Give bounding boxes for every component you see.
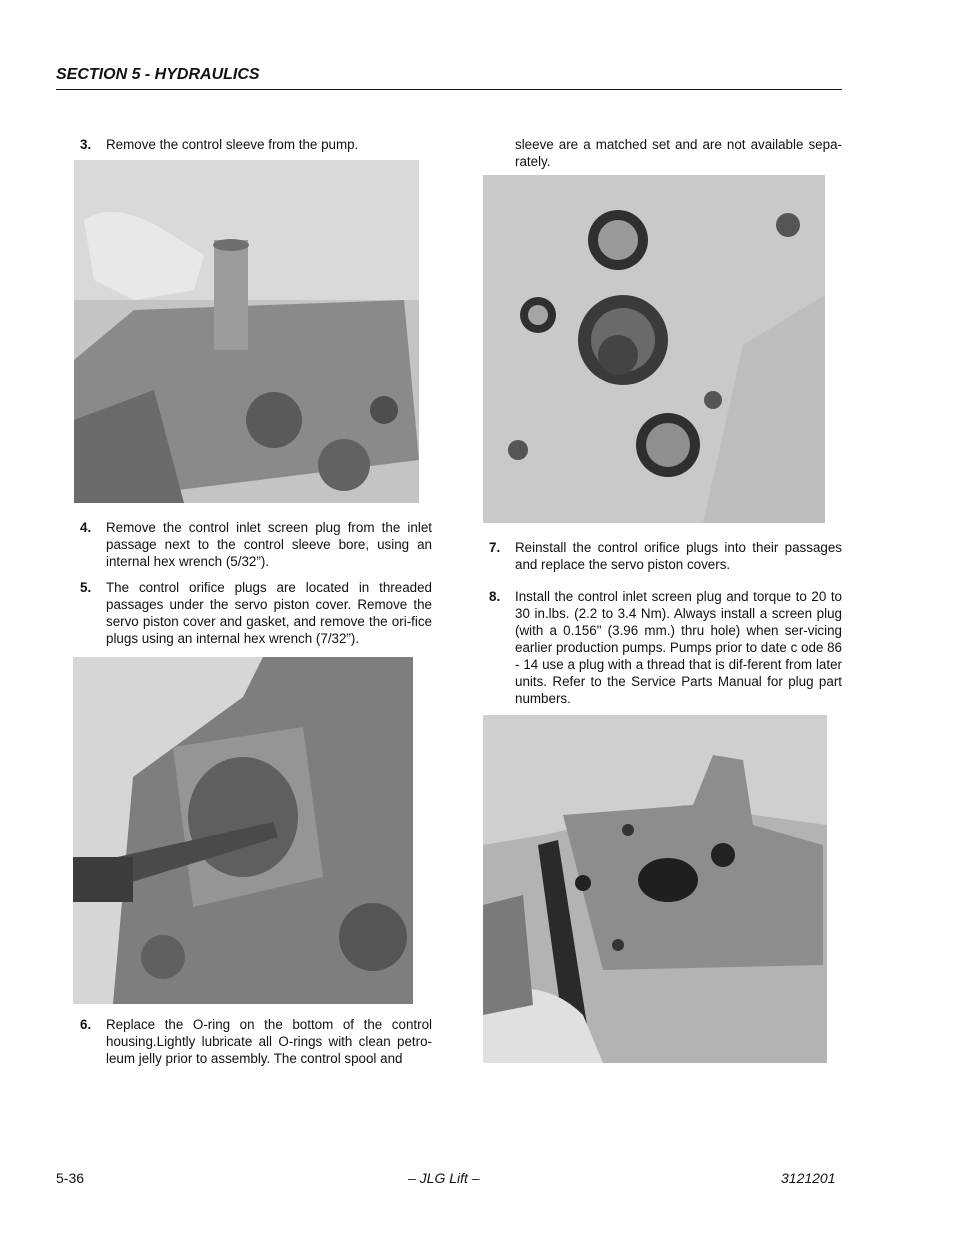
step-text: Remove the control inlet screen plug from the inlet passage next to the control sleeve bore, using an internal hex wrench (5/32”). — [106, 520, 432, 569]
step-5 — [80, 579, 432, 649]
step-4 — [80, 519, 432, 571]
step-text: The control orifice plugs are located in threaded passages under the servo piston cover. Remove the servo piston cover and gasket, and remove the ori-fice plugs using an internal hex wrench (7/32”). — [106, 580, 432, 646]
step-6-continued: sleeve are a matched set and are not available sepa-rately. — [515, 137, 842, 169]
step-text: Install the control inlet screen plug and torque to 20 to 30 in.lbs. (2.2 to 3.4 Nm). Always install a screen plug (with a 0.156" (3.96 mm.) thru hole) when ser-vicing earlier production pumps. Pumps prior to date c ode 86 - 14 use a plug with a thread that is dif-ferent from later units. Refer to the Service Parts Manual for plug part numbers. — [515, 589, 842, 706]
photo-control-sleeve-removal — [74, 160, 419, 503]
step-number: 8. — [489, 589, 501, 604]
step-number: 4. — [80, 520, 92, 535]
step-6 — [80, 1016, 432, 1068]
step-text: Reinstall the control orifice plugs into their passages and replace the servo piston covers. — [515, 540, 842, 572]
step-text: Remove the control sleeve from the pump. — [106, 137, 359, 152]
step-text: Replace the O-ring on the bottom of the control housing.Lightly lubricate all O-rings with clean petro-leum jelly prior to assembly. The control spool and — [106, 1017, 432, 1066]
section-title: SECTION 5 - HYDRAULICS — [56, 66, 260, 83]
footer-brand: – JLG Lift – — [408, 1170, 480, 1186]
photo-inlet-screen-plug-install — [483, 715, 827, 1063]
header-divider — [56, 89, 842, 90]
photo-orifice-plug-removal — [73, 657, 413, 1004]
step-7 — [489, 539, 842, 575]
step-8 — [489, 588, 842, 708]
photo-o-ring-control-housing — [483, 175, 825, 523]
document-number: 3121201 — [781, 1170, 836, 1186]
step-3 — [80, 136, 432, 154]
step-number: 7. — [489, 540, 501, 555]
page-number: 5-36 — [56, 1170, 85, 1186]
step-number: 5. — [80, 580, 92, 595]
step-number: 3. — [80, 137, 92, 152]
step-number: 6. — [80, 1017, 92, 1032]
